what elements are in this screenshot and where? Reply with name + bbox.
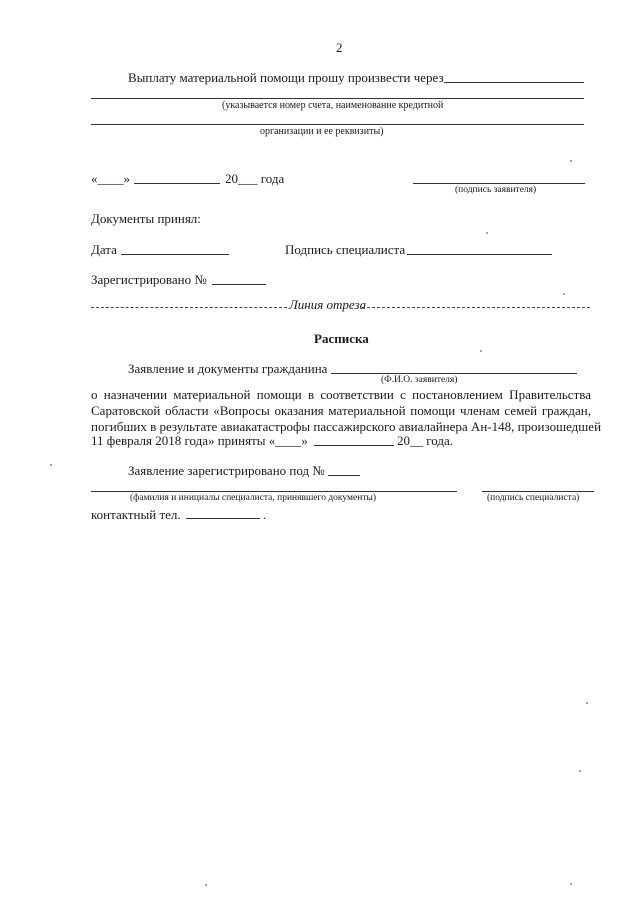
cut-line-right <box>362 307 590 308</box>
contact-phone-blank[interactable] <box>186 518 260 519</box>
documents-accepted-title: Документы принял: <box>91 211 201 226</box>
receipt-month-blank[interactable] <box>314 445 394 446</box>
specialist-signature-blank[interactable] <box>407 254 552 255</box>
application-year <box>225 171 284 187</box>
payment-account-blank[interactable] <box>444 82 584 83</box>
receipt-body-line-1: о назначении материальной помощи в соответствии с постановлением Правительства <box>91 387 591 402</box>
receipt-registered-blank[interactable] <box>328 475 360 476</box>
scan-speck <box>486 232 488 234</box>
application-date <box>91 171 130 187</box>
receipt-registered-label: Заявление зарегистрировано под № <box>128 463 325 478</box>
scan-speck <box>205 884 207 886</box>
receipt-year: 20__ года. <box>397 433 454 448</box>
receipt-last-line-start: 11 февраля 2018 года» приняты « <box>91 433 276 448</box>
receipt-body-line-3: погибших в результате авиакатастрофы пассажирского авиалайнера Ан-148, произошедшей <box>91 419 602 434</box>
year-blank[interactable]: ___ <box>238 171 258 186</box>
scan-speck <box>586 702 588 704</box>
year-prefix: 20 <box>225 171 238 186</box>
month-blank[interactable] <box>134 183 220 184</box>
specialist-receipt-signature-line[interactable] <box>482 491 594 492</box>
receipt-day-blank[interactable]: ____ <box>275 433 302 448</box>
date-label: Дата <box>91 242 117 257</box>
payment-hint-line-2: организации и ее реквизиты) <box>260 126 384 137</box>
payment-hint-line-1: (указывается номер счета, наименование кредитной <box>222 100 444 111</box>
specialist-name-hint: (фамилия и инициалы специалиста, принявшего документы) <box>130 493 377 503</box>
cut-line-label: Линия отреза <box>289 297 367 312</box>
receipt-last-line <box>91 433 308 449</box>
applicant-signature-line[interactable] <box>413 183 585 184</box>
day-blank[interactable]: ____ <box>97 171 124 186</box>
receipt-body-line-2: Саратовской области «Вопросы оказания материальной помощи членам семей граждан, <box>91 403 591 418</box>
scan-speck <box>50 464 52 466</box>
applicant-fio-blank[interactable] <box>331 373 577 374</box>
close-quote: » <box>123 171 130 186</box>
receipt-title: Расписка <box>314 331 369 346</box>
registered-number-label: Зарегистрировано № <box>91 272 207 287</box>
payment-details-line-2[interactable] <box>91 124 584 125</box>
payment-details-line-1[interactable] <box>91 98 584 99</box>
scan-speck <box>480 350 482 352</box>
scan-speck <box>570 883 572 885</box>
receipt-close-quote: » <box>301 433 308 448</box>
cut-line-left <box>91 307 287 308</box>
specialist-signature-label: Подпись специалиста <box>285 242 406 257</box>
registered-number-blank[interactable] <box>212 284 266 285</box>
acceptance-date-blank[interactable] <box>121 254 229 255</box>
page-number: 2 <box>336 40 343 55</box>
receipt-intro: Заявление и документы гражданина <box>128 361 328 376</box>
open-quote: « <box>91 171 98 186</box>
year-word: года <box>260 171 285 186</box>
scan-speck <box>563 293 565 295</box>
applicant-fio-hint: (Ф.И.О. заявителя) <box>381 375 458 385</box>
specialist-receipt-signature-hint: (подпись специалиста) <box>487 493 580 503</box>
contact-phone-end: . <box>263 507 267 522</box>
specialist-name-line[interactable] <box>91 491 457 492</box>
scan-speck <box>579 770 581 772</box>
contact-phone-label: контактный тел. <box>91 507 181 522</box>
payment-request-text: Выплату материальной помощи прошу произвести через <box>128 70 444 85</box>
applicant-signature-hint: (подпись заявителя) <box>455 185 537 195</box>
scan-speck <box>570 160 572 162</box>
